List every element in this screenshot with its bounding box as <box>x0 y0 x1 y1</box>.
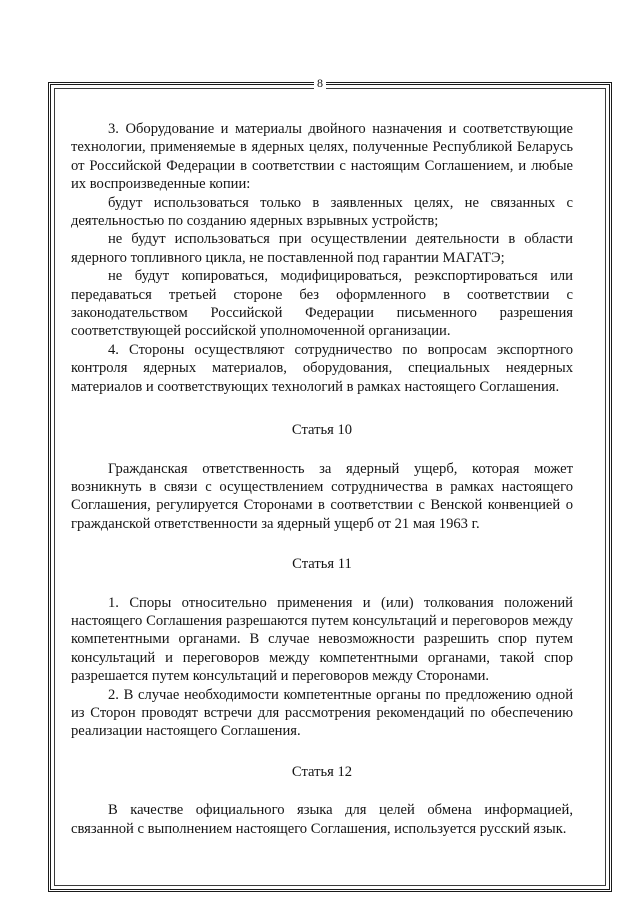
paragraph-3: 3. Оборудование и материалы двойного назначения и соответствующие технологии, применяемые в ядерных целях, полученные Республикой Беларусь от Российской Федерации в соответствии с настоящим Соглашением, и любые их воспроизведенные копии: <box>71 121 573 193</box>
page-number: 8 <box>0 76 640 91</box>
paragraph-3-item-1: будут использоваться только в заявленных целях, не связанных с деятельностью по созданию ядерных взрывных устройств; <box>71 194 573 230</box>
article-10-paragraph: Гражданская ответственность за ядерный ущерб, которая может возникнуть в связи с осуществлением сотрудничества в рамках настоящего Соглашения, регулируется Сторонами в соответствии с Венской конвенцией о гражданской ответственности за ядерный ущерб от 21 мая 1963 г. <box>71 460 573 532</box>
document-body <box>71 120 573 838</box>
paragraph-3-item-3: не будут копироваться, модифицироваться, реэкспортироваться или передаваться третьей стороне без оформленного в соответствии с законодательством Российской Федерации письменного разрешения соответствующей российской уполномоченной организации. <box>71 268 573 340</box>
paragraph-3-item-2: не будут использоваться при осуществлении деятельности в области ядерного топливного цикла, не поставленной под гарантии МАГАТЭ; <box>71 231 573 266</box>
article-11-heading: Статья 11 <box>292 556 352 573</box>
article-12-paragraph: В качестве официального языка для целей обмена информацией, связанной с выполнением настоящего Соглашения, используется русский язык. <box>71 802 573 837</box>
article-11-paragraph-2: 2. В случае необходимости компетентные органы по предложению одной из Сторон проводят встречи для рассмотрения рекомендаций по обеспечению реализации настоящего Соглашения. <box>71 686 573 740</box>
article-11-paragraph-1: 1. Споры относительно применения и (или) толкования положений настоящего Соглашения разрешаются путем консультаций и переговоров между компетентными органами. В случае невозможности разрешить спор путем консультаций и переговоров между компетентными органами, такой спор разрешается путем консультаций и переговоров между Сторонами. <box>71 594 573 685</box>
article-12-heading: Статья 12 <box>291 763 353 780</box>
paragraph-4: 4. Стороны осуществляют сотрудничество по вопросам экспортного контроля ядерных материалов, оборудования, специальных неядерных материалов и соответствующих технологий в рамках настоящего Соглашения. <box>71 341 573 395</box>
article-10-heading: Статья 10 <box>291 422 353 439</box>
